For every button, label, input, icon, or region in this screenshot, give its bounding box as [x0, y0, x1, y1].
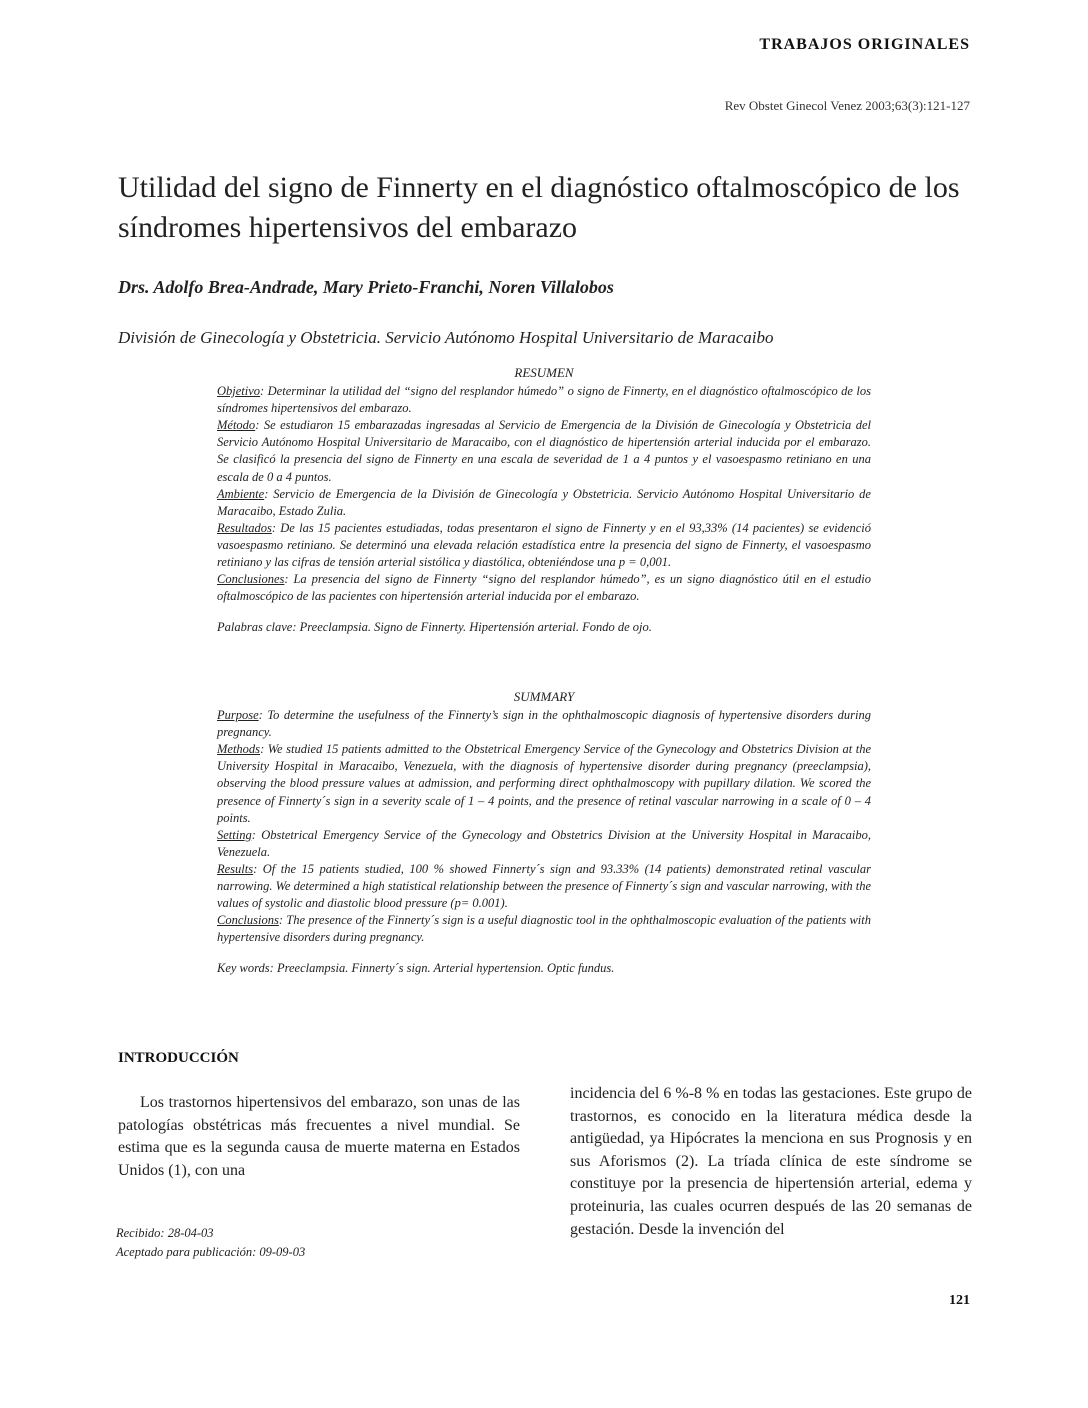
section-text: : Of the 15 patients studied, 100 % showed Finnerty´s sign and 93.33% (14 patients) demonstrated retinal vascular narrowing. We determined a high statistical relationship between the presence of Finnerty´s sign and vascular narrowing, with the values of systolic and diastolic blood pressure (p= 0.001).: [217, 861, 871, 911]
page-number: 121: [949, 1293, 970, 1308]
section-label-purpose: Purpose: [217, 708, 259, 723]
accepted-date: Aceptado para publicación: 09-09-03: [116, 1245, 306, 1259]
section-text: : Se estudiaron 15 embarazadas ingresadas al Servicio de Emergencia de la División de Ginecología y Obstetricia del Servicio Autónomo Hospital Universitario de Maracaibo, con el diagnóstico de hipertensión arterial inducida por el embarazo. Se clasificó la presencia del signo de Finnerty en una escala de severidad de 1 a 4 puntos y el vasoespasmo retiniano en una escala de 0 a 4 puntos.: [217, 418, 871, 484]
section-label-setting: Setting: [217, 827, 252, 842]
resumen-abstract: [217, 364, 871, 636]
section-text: : De las 15 pacientes estudiadas, todas presentaron el signo de Finnerty y en el 93,33% (14 pacientes) se evidenció vasoespasmo retiniano. Se determinó una elevada relación estadística entre la presencia del signo de Finnerty, el vasoespasmo retiniano y las cifras de tensión arterial sistólica y diastólica, obteniéndose una p = 0,001.: [217, 520, 871, 570]
summary-results: [217, 861, 871, 912]
section-text: : La presencia del signo de Finnerty “signo del resplandor húmedo”, es un signo diagnóstico útil en el estudio oftalmoscópico de las pacientes con hipertensión arterial inducida por el embarazo.: [217, 572, 871, 604]
section-text: : Determinar la utilidad del “signo del resplandor húmedo” o signo de Finnerty, en el diagnóstico oftalmoscópico de los síndromes hipertensivos del embarazo.: [217, 384, 871, 416]
intro-right-column: incidencia del 6 %-8 % en todas las gestaciones. Este grupo de trastornos, es conocido en la literatura médica desde la antigüedad, ya Hipócrates la menciona en sus Prognosis y en sus Aforismos (2). La tríada clínica de este síndrome se constituye por la presencia de hipertensión arterial, edema y proteinuria, las cuales ocurren después de las 20 semanas de gestación. Desde la invención del: [570, 1085, 972, 1238]
key-words: Key words: Preeclampsia. Finnerty´s sign. Arterial hypertension. Optic fundus.: [217, 961, 615, 976]
received-date: Recibido: 28-04-03: [116, 1226, 214, 1240]
resumen-metodo: [217, 417, 871, 485]
article-title: Utilidad del signo de Finnerty en el diagnóstico oftalmoscópico de los síndromes hipertensivos del embarazo: [118, 171, 960, 244]
section-label-resultados: Resultados: [217, 520, 272, 535]
section-label-conclusions: Conclusions: [217, 913, 279, 928]
section-text: : Servicio de Emergencia de la División de Ginecología y Obstetricia. Servicio Autónomo Hospital Universitario de Maracaibo, Estado Zulia.: [217, 486, 871, 518]
summary-abstract: [217, 688, 871, 978]
intro-left-column: Los trastornos hipertensivos del embarazo, son unas de las patologías obstétricas más frecuentes a nivel mundial. Se estima que es la segunda causa de muerte materna en Estados Unidos (1), con una: [118, 1094, 520, 1179]
resumen-resultados: [217, 520, 871, 571]
section-text: : To determine the usefulness of the Finnerty’s sign in the ophthalmoscopic diagnosis of hypertensive disorders during pregnancy.: [217, 708, 871, 740]
section-label-ambiente: Ambiente: [217, 486, 265, 501]
summary-setting: [217, 827, 871, 861]
article-dates: [116, 1224, 305, 1262]
summary-heading: SUMMARY: [513, 689, 575, 704]
section-label-conclusiones: Conclusiones: [217, 572, 285, 587]
palabras-clave: Palabras clave: Preeclampsia. Signo de Finnerty. Hipertensión arterial. Fondo de ojo.: [217, 620, 652, 635]
resumen-conclusiones: [217, 571, 871, 605]
section-label-metodo: Método: [217, 418, 256, 433]
section-label-objetivo: Objetivo: [217, 384, 261, 399]
summary-purpose: [217, 707, 871, 741]
summary-conclusions: [217, 912, 871, 946]
resumen-objetivo: [217, 383, 871, 417]
article-affiliation: División de Ginecología y Obstetricia. Servicio Autónomo Hospital Universitario de Maracaibo: [118, 328, 774, 347]
section-label: TRABAJOS ORIGINALES: [759, 36, 970, 53]
section-label-methods: Methods: [217, 742, 261, 757]
journal-citation: Rev Obstet Ginecol Venez 2003;63(3):121-127: [724, 98, 970, 113]
resumen-ambiente: [217, 486, 871, 520]
article-authors: Drs. Adolfo Brea-Andrade, Mary Prieto-Franchi, Noren Villalobos: [118, 277, 614, 297]
section-text: : We studied 15 patients admitted to the Obstetrical Emergency Service of the Gynecology and Obstetrics Division at the University Hospital in Maracaibo, Venezuela, with the diagnosis of hypertensive disorder during pregnancy (preeclampsia), observing the blood pressure values at admission, and performing direct ophthalmoscopy with pupillary dilation. We scored the presence of Finnerty´s sign in a severity scale of 1 – 4 points, and the presence of retinal vascular narrowing in a scale of 0 – 4 points.: [217, 742, 871, 825]
section-text: : Obstetrical Emergency Service of the Gynecology and Obstetrics Division at the University Hospital in Maracaibo, Venezuela.: [217, 827, 871, 859]
resumen-heading: RESUMEN: [514, 365, 574, 380]
summary-methods: [217, 741, 871, 826]
section-label-results: Results: [217, 861, 254, 876]
introduction-heading: INTRODUCCIÓN: [118, 1050, 239, 1066]
section-text: : The presence of the Finnerty´s sign is a useful diagnostic tool in the ophthalmoscopic evaluation of the patients with hypertensive disorders during pregnancy.: [217, 913, 871, 945]
